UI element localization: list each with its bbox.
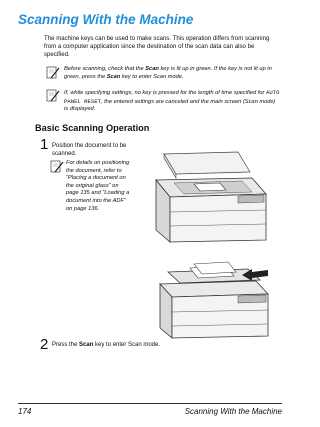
- step-number: 2: [40, 336, 49, 353]
- intro-paragraph: The machine keys can be used to make scans. This operation differs from scanning from a computer application since the destination of the scan data can also be specified.: [44, 35, 270, 59]
- note-pencil-icon: [46, 89, 60, 103]
- page-title: Scanning With the Machine: [18, 12, 194, 27]
- step-text: Position the document to be scanned.: [52, 143, 127, 157]
- note-pencil-icon: [50, 160, 64, 174]
- step-text: Press the Scan key to enter Scan mode.: [52, 342, 161, 348]
- note-auto-panel-reset: If, while specifying settings, no key is pressed for the length of time specified for AUTO PANEL RESET, the entered settings are canceled and the main screen (Scan mode) is displayed.: [64, 89, 280, 113]
- note-positioning-reference: For details on positioning the document, refer to “Placing a document on the original glass” on page 135 and “Loading a document into the ADF” on page 136.: [66, 160, 130, 212]
- printer-adf-illustration: [134, 244, 280, 340]
- footer-section-title: Scanning With the Machine: [184, 407, 282, 416]
- section-heading: Basic Scanning Operation: [35, 123, 150, 133]
- footer-divider: [18, 403, 282, 404]
- note-scan-key: Before scanning, check that the Scan key is lit up in green. If the key is not lit up in green, press the Scan key to enter Scan mode.: [64, 66, 272, 80]
- step-number: 1: [40, 136, 49, 153]
- note-pencil-icon: [46, 66, 60, 80]
- printer-glass-illustration: [134, 150, 280, 246]
- page-number: 174: [18, 407, 32, 416]
